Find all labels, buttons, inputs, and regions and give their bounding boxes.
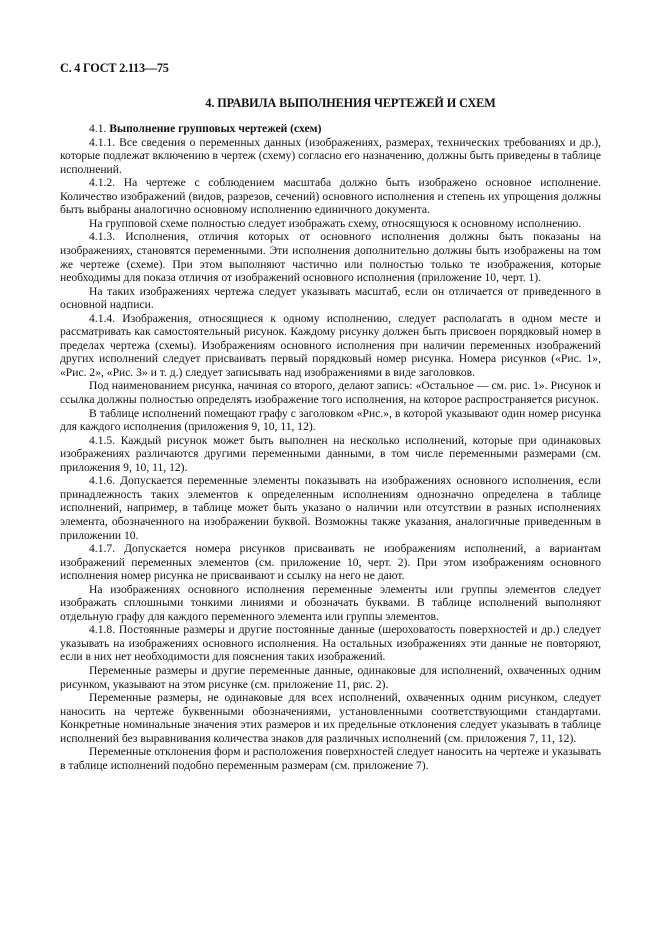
subsection-title: Выполнение групповых чертежей (схем): [109, 122, 322, 136]
paragraph: На групповой схеме полностью следует изображать схему, относящуюся к основному исполнению.: [89, 216, 582, 230]
paragraph-4-1-8: 4.1.8. Постоянные размеры и другие постоянные данные (шероховатость поверхностей и др.) следует указывать на изображениях основного исполнения. На остальных изображениях эти данные не повторяют, если в них нет необходимости для пояснения таких изображений.: [60, 623, 601, 664]
paragraph: Переменные размеры и другие переменные данные, одинаковые для исполнений, охваченных одним рисунком, указывают на этом рисунке (см. приложение 11, рис. 2).: [60, 663, 601, 691]
document-page: [60, 62, 601, 772]
paragraph-4-1-5: 4.1.5. Каждый рисунок может быть выполнен на несколько исполнений, которые при одинаковых изображениях различаются другими переменными данными, в том числе переменными размерами (см. приложения 9, 10, 11, 12).: [60, 433, 601, 474]
paragraph-4-1-2: 4.1.2. На чертеже с соблюдением масштаба должно быть изображено основное исполнение. Количество изображений (видов, разрезов, сечений) основного исполнения и степень их упрощения должны быть выбраны аналогично основному исполнению единичного документа.: [60, 176, 601, 217]
paragraph: Переменные размеры, не одинаковые для всех исполнений, охваченных одним рисунком, следует наносить на чертеже буквенными обозначениями, установленными соответствующими стандартами. Конкретные номинальные значения этих размеров и их предельные отклонения следует указывать в таблице исполнений без выравнивания количества знаков для различных исполнений (см. приложения 7, 11, 12).: [60, 691, 601, 745]
subsection-number: 4.1.: [89, 122, 107, 136]
paragraph-4-1-7: 4.1.7. Допускается номера рисунков присваивать не изображениям исполнений, а вариантам изображений переменных элементов (см. приложение 10, черт. 2). При этом изображениям основного исполнения номер рисунка не присваивают и ссылку на него не дают.: [60, 542, 601, 583]
paragraph: Переменные отклонения форм и расположения поверхностей следует наносить на чертеже и указывать в таблице исполнений подобно переменным размерам (см. приложение 7).: [60, 745, 601, 772]
paragraph: В таблице исполнений помещают графу с заголовком «Рис.», в которой указывают один номер рисунка для каждого исполнения (приложения 9, 10, 11, 12).: [60, 406, 601, 434]
paragraph-4-1-6: 4.1.6. Допускается переменные элементы показывать на изображениях основного исполнения, если принадлежность таких элементов к определенным исполнениям однозначно определена в таблице исполнений, например, в таблице может быть указано о наличии или отсутствии в разных исполнениях элемента, обозначенного на изображении буквой. Возможны также указания, аналогичные приведенным в приложении 10.: [60, 474, 601, 542]
paragraph: Под наименованием рисунка, начиная со второго, делают запись: «Остальное — см. рис. 1». Рисунок и ссылка должны полностью определять изображение того исполнения, на которое распространяется рисунок.: [60, 379, 601, 407]
paragraph: На таких изображениях чертежа следует указывать масштаб, если он отличается от приведенного в основной надписи.: [60, 284, 601, 312]
paragraph-4-1-4: 4.1.4. Изображения, относящиеся к одному исполнению, следует располагать в одном месте и рассматривать как самостоятельный рисунок. Каждому рисунку должен быть присвоен порядковый номер в пределах чертежа (схемы). Изображениям основного исполнения при наличии переменных изображений других исполнений следует присваивать первый порядковый номер рисунка. Номера рисунков («Рис. 1», «Рис. 2», «Рис. 3» и т. д.) следует записывать над изображениями в виде заголовков.: [60, 311, 601, 379]
subsection-heading: [60, 122, 601, 136]
paragraph-4-1-3: 4.1.3. Исполнения, отличия которых от основного исполнения должны быть показаны на изображениях, становятся переменными. Эти исполнения дополнительно должны быть изображены на том же чертеже (схеме). При этом выполняют частично или полностью только те изображения, которые необходимы для показа отличия от изображений основного исполнения (приложение 10, черт. 1).: [60, 230, 601, 285]
paragraph-4-1-1: 4.1.1. Все сведения о переменных данных (изображениях, размерах, технических требованиях и др.), которые подлежат включению в чертеж (схему) согласно его назначению, должны быть приведены в таблице исполнений.: [60, 135, 601, 176]
section-title: 4. ПРАВИЛА ВЫПОЛНЕНИЯ ЧЕРТЕЖЕЙ И СХЕМ: [205, 95, 496, 110]
page-header: С. 4 ГОСТ 2.113—75: [60, 61, 169, 75]
paragraph: На изображениях основного исполнения переменные элементы или группы элементов следует изображать сплошными тонкими линиями и обозначать буквами. В таблице исполнений выполняют отдельную графу для каждого переменного элемента или группы элементов.: [60, 582, 601, 623]
